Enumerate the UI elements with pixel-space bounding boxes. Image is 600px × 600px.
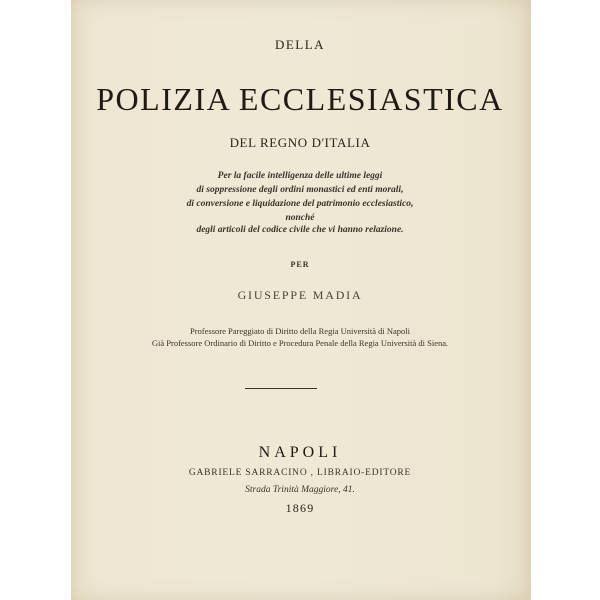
description-line: Per la facile intelligenza delle ultime leggi: [217, 171, 383, 181]
publisher-address: Strada Trinità Maggiore, 41.: [245, 485, 355, 495]
description-line: nonché: [285, 213, 315, 223]
publisher: GABRIELE SARRACINO , LIBRAIO-EDITORE: [188, 468, 412, 478]
by-label: PER: [290, 260, 310, 269]
title-preposition: DELLA: [274, 37, 326, 52]
description-line: di conversione e liquidazione del patrimonio ecclesiastico,: [186, 199, 414, 209]
author-name: GIUSEPPE MADIA: [237, 288, 363, 302]
publication-year: 1869: [285, 501, 315, 515]
description-line: degli articoli del codice civile che vi hanno relazione.: [196, 225, 404, 235]
book-subtitle: DEL REGNO D'ITALIA: [229, 135, 371, 150]
book-title: POLIZIA ECCLESIASTICA: [96, 81, 504, 117]
divider-rule: [245, 388, 317, 389]
author-affiliation: Professore Pareggiato di Diritto della Regia Università di Napoli: [189, 326, 410, 336]
publication-city: NAPOLI: [258, 444, 342, 461]
description-line: di soppressione degli ordini monastici ed enti morali,: [196, 185, 404, 195]
author-affiliation: Già Professore Ordinario di Diritto e Procedura Penale della Regia Università di Siena.: [151, 338, 449, 348]
